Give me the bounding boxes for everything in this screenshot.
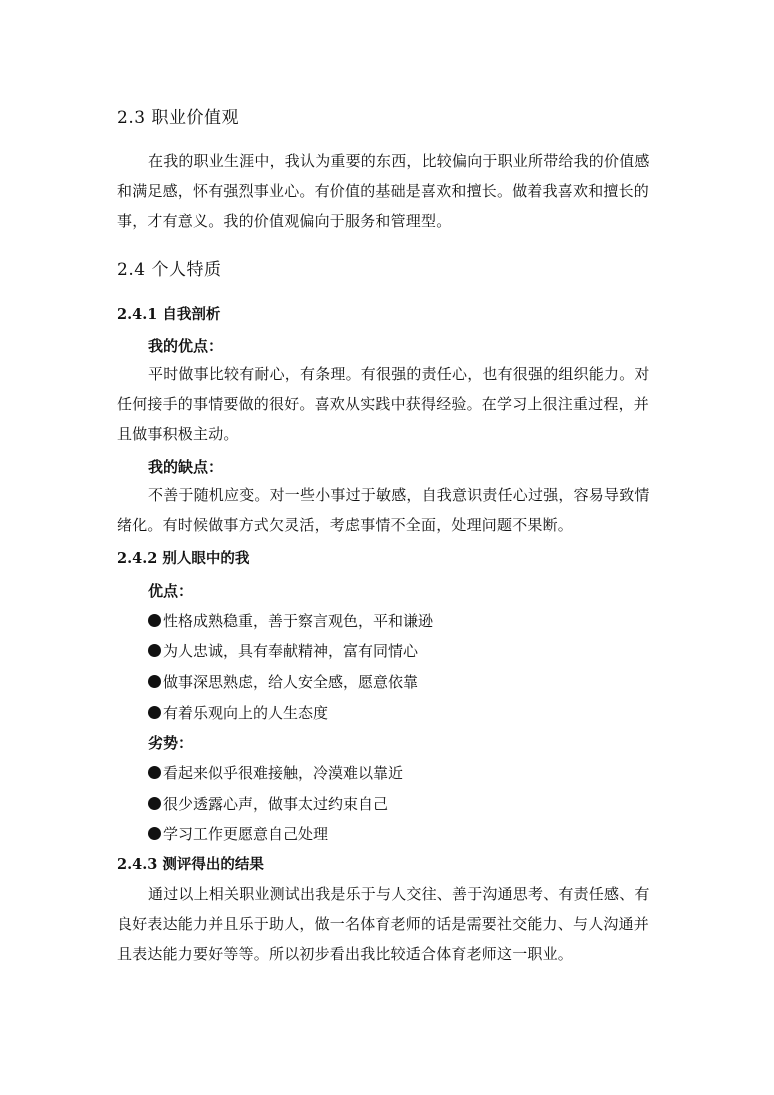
bullet-dot-icon	[148, 827, 161, 840]
cons-list-item	[148, 793, 388, 814]
pros-label: 优点：	[148, 582, 194, 600]
section-2-4-2-heading: 2.4.2 别人眼中的我	[117, 550, 250, 567]
cons-list-item	[148, 762, 403, 783]
strengths-label: 我的优点：	[148, 337, 224, 355]
bullet-dot-icon	[148, 675, 161, 688]
bullet-dot-icon	[148, 797, 161, 810]
section-2-4-heading: 2.4 个人特质	[117, 260, 222, 280]
pros-list-item	[148, 671, 418, 692]
cons-label: 劣势：	[148, 734, 194, 752]
section-2-3-heading: 2.3 职业价值观	[117, 108, 239, 128]
section-2-3-paragraph: 在我的职业生涯中，我认为重要的东西，比较偏向于职业所带给我的价值感和满足感，怀有强烈事业心。有价值的基础是喜欢和擅长。做着我喜欢和擅长的事，才有意义。我的价值观偏向于服务和管理型。	[117, 152, 650, 230]
section-2-4-3-heading: 2.4.3 测评得出的结果	[117, 856, 264, 873]
cons-item-text: 学习工作更愿意自己处理	[163, 825, 329, 843]
pros-list-item	[148, 610, 433, 631]
bullet-dot-icon	[148, 644, 161, 657]
pros-list-item	[148, 702, 328, 723]
pros-item-text: 为人忠诚，具有奉献精神，富有同情心	[163, 642, 419, 660]
section-2-4-3-paragraph: 通过以上相关职业测试出我是乐于与人交往、善于沟通思考、有责任感、有良好表达能力并且乐于助人，做一名体育老师的话是需要社交能力、与人沟通并且表达能力要好等等。所以初步看出我比较适合体育老师这一职业。	[117, 885, 650, 963]
bullet-dot-icon	[148, 706, 161, 719]
cons-item-text: 看起来似乎很难接触，冷漠难以靠近	[163, 764, 404, 782]
pros-item-text: 做事深思熟虑，给人安全感，愿意依靠	[163, 673, 419, 691]
cons-item-text: 很少透露心声，做事太过约束自己	[163, 795, 389, 813]
weaknesses-label: 我的缺点：	[148, 458, 224, 476]
pros-list-item	[148, 640, 418, 661]
strengths-paragraph: 平时做事比较有耐心，有条理。有很强的责任心，也有很强的组织能力。对任何接手的事情要做的很好。喜欢从实践中获得经验。在学习上很注重过程，并且做事积极主动。	[117, 365, 650, 443]
cons-list-item	[148, 823, 328, 844]
bullet-dot-icon	[148, 614, 161, 627]
pros-item-text: 有着乐观向上的人生态度	[163, 704, 329, 722]
pros-item-text: 性格成熟稳重，善于察言观色，平和谦逊	[163, 612, 434, 630]
weaknesses-paragraph: 不善于随机应变。对一些小事过于敏感，自我意识责任心过强，容易导致情绪化。有时候做事方式欠灵活，考虑事情不全面，处理问题不果断。	[117, 486, 650, 534]
section-2-4-1-heading: 2.4.1 自我剖析	[117, 306, 221, 323]
bullet-dot-icon	[148, 766, 161, 779]
